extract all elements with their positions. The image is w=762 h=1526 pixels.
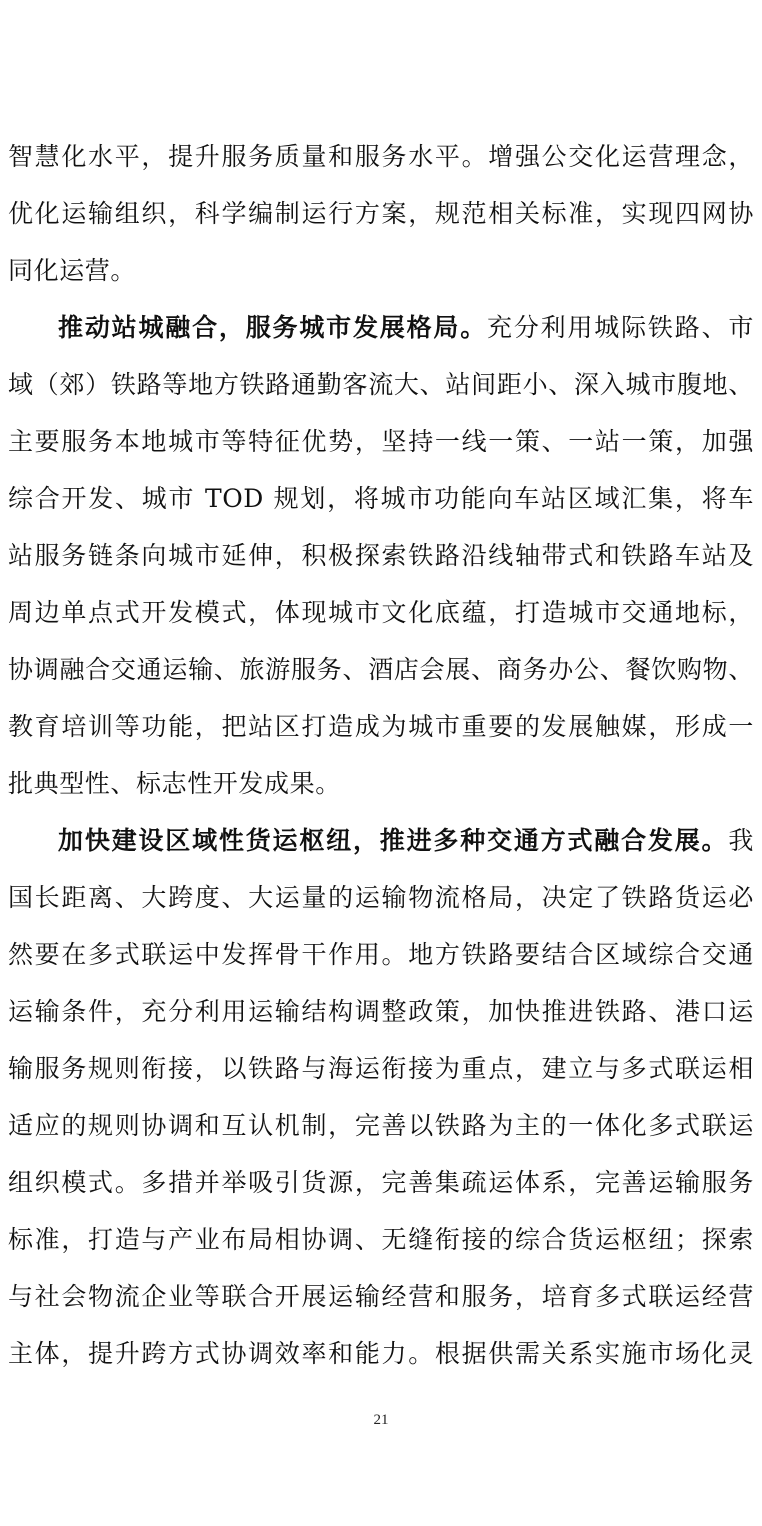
paragraph-line: 国长距离、大跨度、大运量的运输物流格局，决定了铁路货运必 [8, 883, 754, 912]
paragraph-line: 主要服务本地城市等特征优势，坚持一线一策、一站一策，加强 [8, 427, 754, 456]
paragraph-line: 周边单点式开发模式，体现城市文化底蕴，打造城市交通地标， [8, 598, 754, 627]
paragraph-first-line [8, 824, 754, 858]
paragraph-line: 站服务链条向城市延伸，积极探索铁路沿线轴带式和铁路车站及 [8, 541, 754, 570]
paragraph-line: 适应的规则协调和互认机制，完善以铁路为主的一体化多式联运 [8, 1111, 754, 1140]
paragraph-heading: 加快建设区域性货运枢纽，推进多种交通方式融合发展。 [58, 826, 729, 855]
paragraph-line: 域（郊）铁路等地方铁路通勤客流大、站间距小、深入城市腹地、 [8, 370, 754, 399]
paragraph-text: 我 [728, 826, 754, 855]
paragraph-line: 与社会物流企业等联合开展运输经营和服务，培育多式联运经营 [8, 1282, 754, 1311]
paragraph-line: 同化运营。 [8, 256, 137, 285]
paragraph-line: 协调融合交通运输、旅游服务、酒店会展、商务办公、餐饮购物、 [8, 655, 754, 684]
paragraph-first-line [8, 311, 754, 345]
paragraph-line: 综合开发、城市 TOD 规划，将城市功能向车站区域汇集，将车 [8, 484, 754, 513]
paragraph-line: 主体，提升跨方式协调效率和能力。根据供需关系实施市场化灵 [8, 1339, 754, 1368]
paragraph-line: 输服务规则衔接，以铁路与海运衔接为重点，建立与多式联运相 [8, 1054, 754, 1083]
page-number: 21 [373, 1412, 389, 1428]
paragraph-line: 批典型性、标志性开发成果。 [8, 769, 341, 798]
paragraph-line: 标准，打造与产业布局相协调、无缝衔接的综合货运枢纽；探索 [8, 1225, 754, 1254]
paragraph-line: 然要在多式联运中发挥骨干作用。地方铁路要结合区域综合交通 [8, 940, 754, 969]
paragraph-heading: 推动站城融合，服务城市发展格局。 [58, 313, 488, 342]
paragraph-line: 教育培训等功能，把站区打造成为城市重要的发展触媒，形成一 [8, 712, 754, 741]
paragraph-line: 组织模式。多措并举吸引货源，完善集疏运体系，完善运输服务 [8, 1168, 754, 1197]
paragraph-line: 运输条件，充分利用运输结构调整政策，加快推进铁路、港口运 [8, 997, 754, 1026]
paragraph-text: 充分利用城际铁路、市 [487, 313, 754, 342]
paragraph-line: 智慧化水平，提升服务质量和服务水平。增强公交化运营理念， [8, 142, 754, 171]
paragraph-line: 优化运输组织，科学编制运行方案，规范相关标准，实现四网协 [8, 199, 754, 228]
